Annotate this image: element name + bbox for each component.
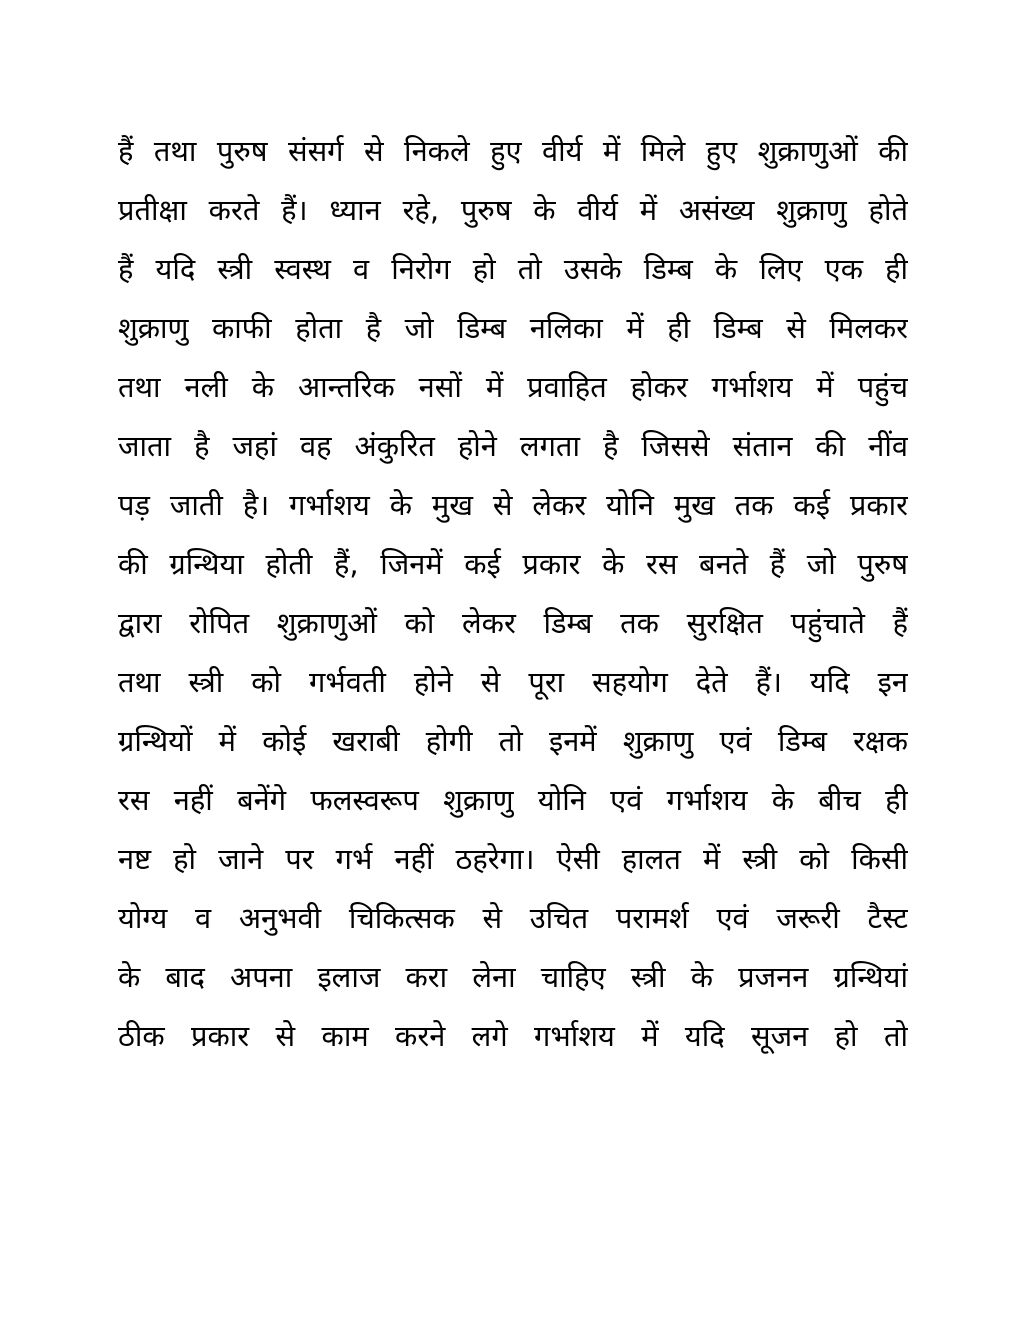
text-line: रस नहीं बनेंगे फलस्वरूप शुक्राणु योनि एवं गर्भाशय के बीच ही (118, 783, 908, 817)
text-line: शुक्राणु काफी होता है जो डिम्ब नलिका में ही डिम्ब से मिलकर (118, 311, 908, 345)
text-line: की ग्रन्थिया होती हैं, जिनमें कई प्रकार के रस बनते हैं जो पुरुष (118, 547, 908, 581)
text-line: द्वारा रोपित शुक्राणुओं को लेकर डिम्ब तक सुरक्षित पहुंचाते हैं (118, 606, 908, 640)
text-line: जाता है जहां वह अंकुरित होने लगता है जिससे संतान की नींव (118, 429, 908, 463)
text-line: तथा स्त्री को गर्भवती होने से पूरा सहयोग देते हैं। यदि इन (118, 665, 908, 699)
text-line: ग्रन्थियों में कोई खराबी होगी तो इनमें शुक्राणु एवं डिम्ब रक्षक (118, 724, 908, 758)
text-line: के बाद अपना इलाज करा लेना चाहिए स्त्री के प्रजनन ग्रन्थियां (118, 960, 908, 994)
text-line: पड़ जाती है। गर्भाशय के मुख से लेकर योनि मुख तक कई प्रकार (118, 488, 908, 522)
text-line: प्रतीक्षा करते हैं। ध्यान रहे, पुरुष के वीर्य में असंख्य शुक्राणु होते (118, 193, 908, 227)
text-line: ठीक प्रकार से काम करने लगे गर्भाशय में यदि सूजन हो तो (118, 1019, 908, 1053)
text-line: हैं यदि स्त्री स्वस्थ व निरोग हो तो उसके डिम्ब के लिए एक ही (118, 252, 908, 286)
text-line: योग्य व अनुभवी चिकित्सक से उचित परामर्श एवं जरूरी टैस्ट (118, 901, 908, 935)
text-line: नष्ट हो जाने पर गर्भ नहीं ठहरेगा। ऐसी हालत में स्त्री को किसी (118, 842, 908, 876)
text-line: हैं तथा पुरुष संसर्ग से निकले हुए वीर्य में मिले हुए शुक्राणुओं की (118, 134, 908, 168)
body-paragraph (118, 122, 908, 1066)
text-line: तथा नली के आन्तरिक नसों में प्रवाहित होकर गर्भाशय में पहुंच (118, 370, 908, 404)
